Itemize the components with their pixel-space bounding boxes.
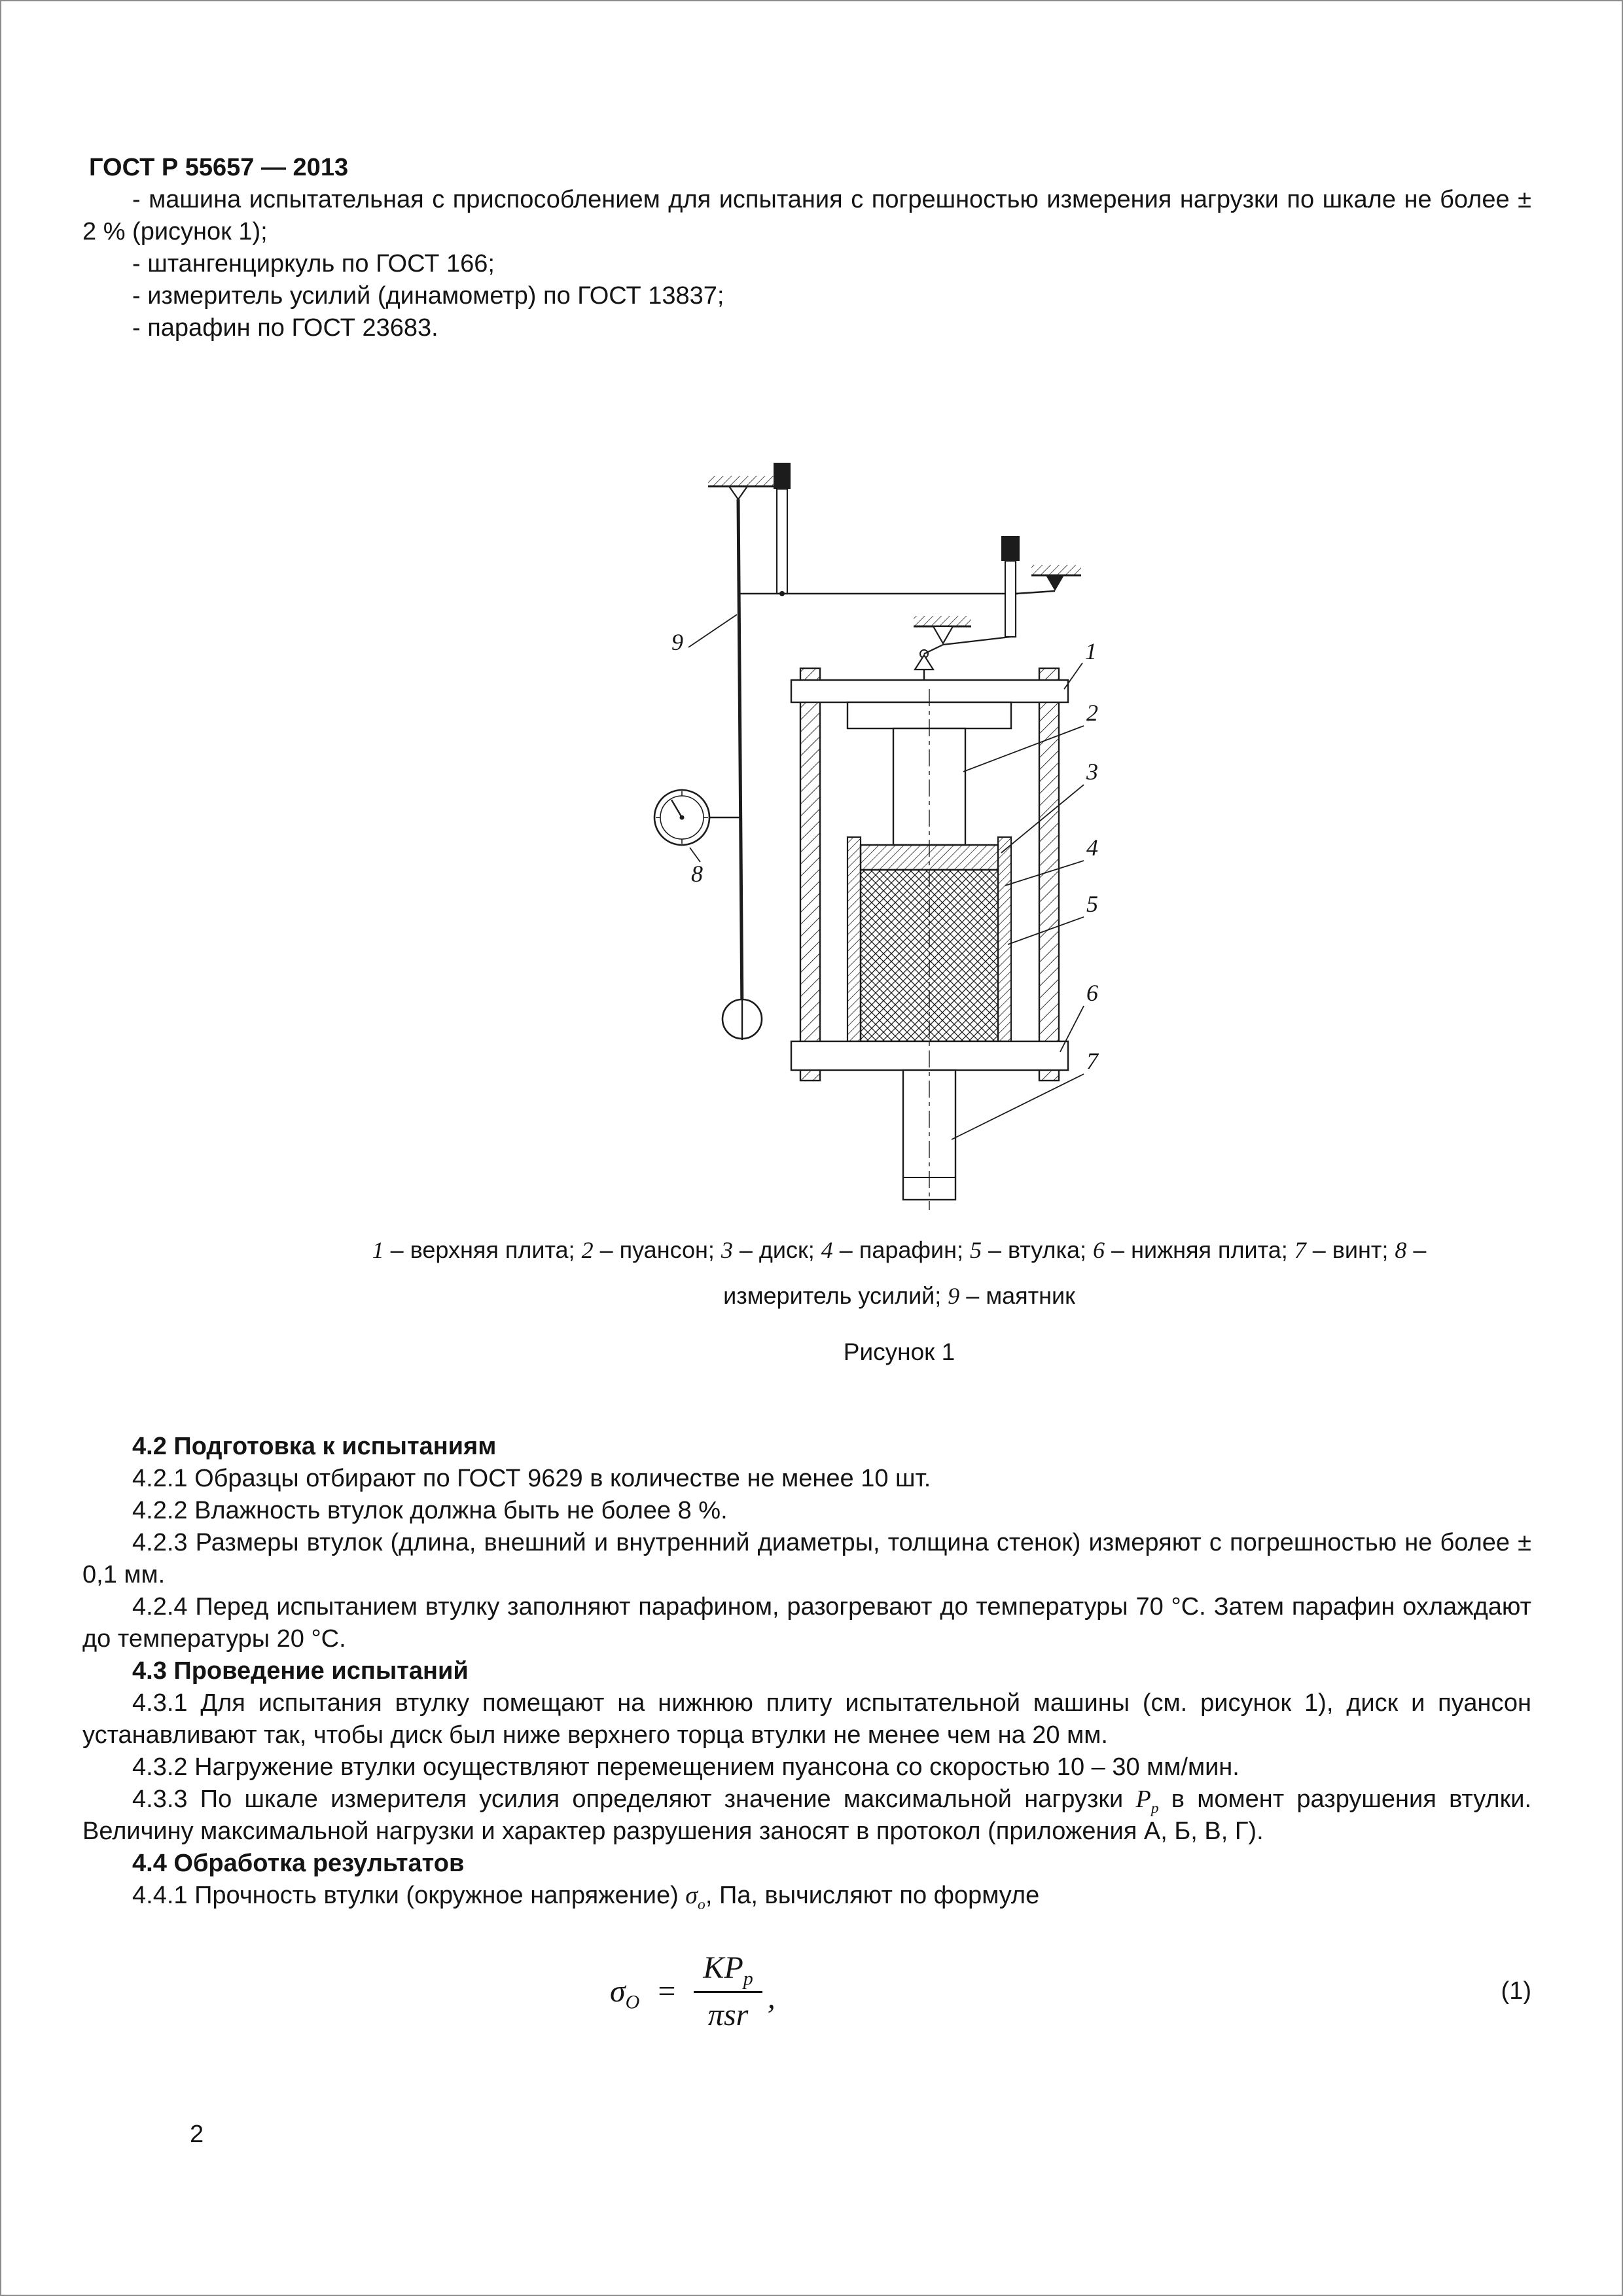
frame-left-wall — [800, 668, 820, 1081]
section-paragraph: 4.3.3 По шкале измерителя усилия определяют значение максимальной нагрузки $P_р$ в момент разрушения втулки. Величину максимальной нагрузки и характер разрушения заносят в протокол (приложения А, Б, В, Г). — [82, 1785, 1532, 1845]
formula-row — [82, 1950, 1531, 2033]
section-paragraph: 4.3.2 Нагружение втулки осуществляют перемещением пуансона со скоростью 10 – 30 мм/мин. — [132, 1753, 1240, 1781]
fraction-denominator: πsr — [707, 1998, 749, 2032]
callout-8: 8 — [691, 861, 703, 887]
section-heading: 4.2 Подготовка к испытаниям — [132, 1433, 497, 1460]
clamp-block-left — [774, 463, 791, 489]
intro-list — [82, 184, 1531, 344]
fraction — [694, 1950, 762, 2033]
ground-anchor-left — [708, 476, 774, 486]
callout-4: 4 — [1086, 834, 1098, 861]
callout-2: 2 — [1086, 700, 1098, 726]
section-paragraph: 4.2.1 Образцы отбирают по ГОСТ 9629 в количестве не менее 10 шт. — [132, 1465, 931, 1492]
pendulum-rod — [738, 499, 742, 1019]
sections — [82, 1431, 1531, 1912]
section-paragraph: 4.3.1 Для испытания втулку помещают на нижнюю плиту испытательной машины (см. рисунок 1), диск и пуансон устанавливают так, чтобы диск был ниже верхнего торца втулки не менее чем на 20 мм. — [82, 1689, 1531, 1749]
callout-7: 7 — [1086, 1048, 1098, 1074]
intro-item: - штангенциркуль по ГОСТ 166; — [132, 250, 495, 278]
section-heading: 4.3 Проведение испытаний — [132, 1657, 469, 1685]
page-number: 2 — [190, 2121, 204, 2148]
callout-1: 1 — [1085, 638, 1097, 664]
formula-comma: , — [767, 1981, 776, 2015]
callout-5: 5 — [1086, 891, 1098, 917]
figure-caption: 1 – верхняя плита; 2 – пуансон; 3 – диск; 4 – парафин; 5 – втулка; 6 – нижняя плита; 7 – винт; 8 – измеритель усилий; 9 – маятник — [372, 1236, 1427, 1309]
section-paragraph: 4.4.1 Прочность втулки (окружное напряжение) $\sigma_о$, Па, вычисляют по формуле — [132, 1882, 1040, 1913]
callout-3: 3 — [1086, 759, 1098, 785]
figure-label: Рисунок 1 — [843, 1338, 955, 1365]
page-content — [1, 1, 1622, 2033]
doc-header: ГОСТ Р 55657 — 2013 — [89, 154, 349, 181]
clamp-block-right — [1001, 536, 1020, 561]
link-rod-left — [777, 489, 787, 594]
link-rod-right — [1005, 561, 1016, 637]
sleeve-right-wall — [998, 837, 1011, 1041]
intro-item: - машина испытательная с приспособлением для испытания с погрешностью измерения нагрузки по шкале не более ± 2 % (рисунок 1); — [82, 186, 1531, 245]
intro-item: - парафин по ГОСТ 23683. — [132, 314, 438, 342]
pendulum-pivot — [729, 486, 747, 499]
section-paragraph: 4.2.4 Перед испытанием втулку заполняют парафином, разогревают до температуры 70 °С. Затем парафин охлаждают до температуры 20 °С. — [82, 1593, 1531, 1653]
intro-item: - измеритель усилий (динамометр) по ГОСТ 13837; — [132, 282, 724, 310]
formula-number: (1) — [1501, 1977, 1531, 2005]
figure-diagram — [640, 459, 1137, 1218]
section-paragraph: 4.2.3 Размеры втулок (длина, внешний и внутренний диаметры, толщина стенок) измеряют с погрешностью не более ± 0,1 мм. — [82, 1529, 1531, 1588]
ground-anchor-middle — [914, 616, 971, 626]
formula — [610, 1950, 776, 2033]
sleeve-left-wall — [847, 837, 861, 1041]
section-heading: 4.4 Обработка результатов — [132, 1850, 465, 1877]
section-paragraph: 4.2.2 Влажность втулок должна быть не более 8 %. — [132, 1497, 728, 1524]
figure — [640, 459, 1137, 1218]
equals-sign: = — [658, 1974, 676, 2009]
callout-9: 9 — [671, 629, 683, 655]
formula-lhs: $\sigma_О$ — [610, 1974, 640, 2013]
ground-anchor-right — [1031, 565, 1081, 575]
fraction-numerator: $KP_р$ — [694, 1950, 762, 1993]
callout-6: 6 — [1086, 980, 1098, 1006]
